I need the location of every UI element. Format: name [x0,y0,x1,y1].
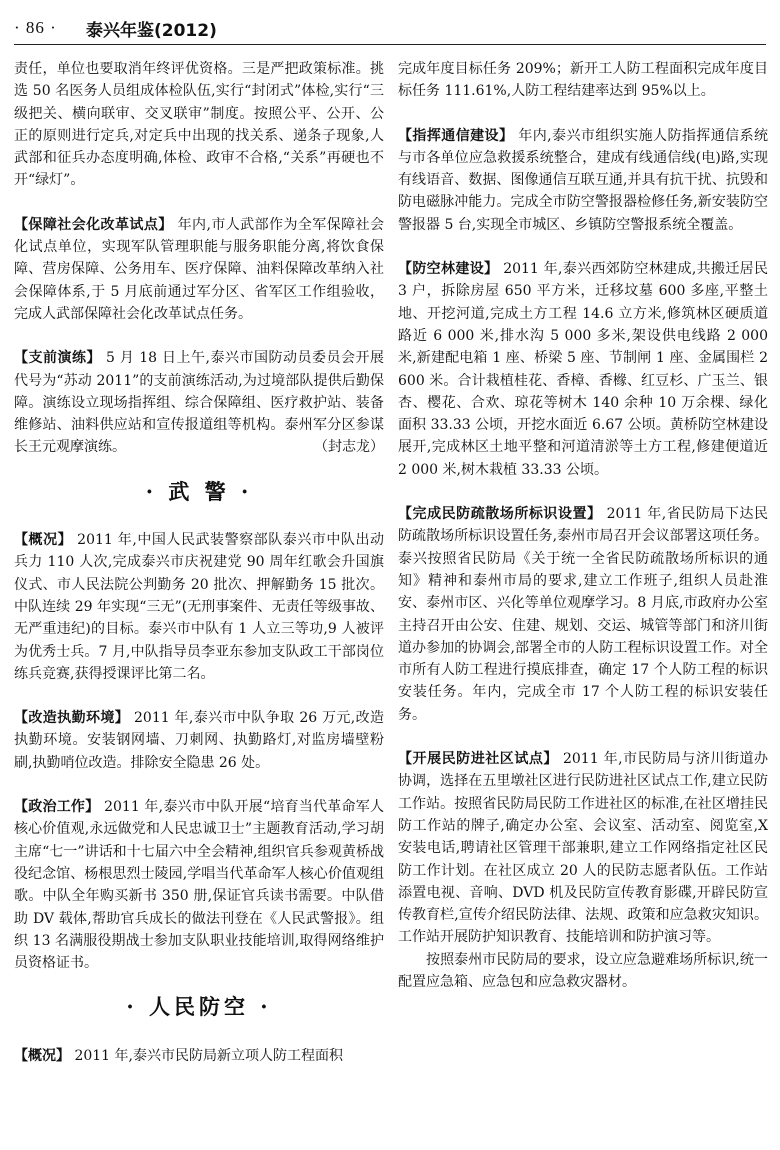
paragraph [398,503,768,726]
paragraph [14,58,384,192]
paragraph [398,258,768,481]
author-signature: （封志龙） [314,439,384,456]
paragraph-text: 5 月 18 日上午,泰兴市国防动员委员会开展代号为“苏动 2011”的支前演练活动,为过境部队提供后勤保障。演练设立现场指挥组、综合保障组、医疗救护站、装备维修站、油料供应站和宣传报道组等机构。泰州军分区参谋长王元观摩演练。 [14,350,385,456]
header-rule [14,44,766,45]
paragraph-text: 2011 年,泰兴市中队争取 26 万元,改造执勤环境。安装钢网墙、刀刺网、执勤路灯,对监房墙壁粉刷,执勤哨位改造。排除安全隐患 26 处。 [14,710,385,771]
page-header [0,0,780,46]
paragraph [398,125,768,236]
paragraph-text: 年内,市人武部作为全军保障社会化试点单位，实现军队管理职能与服务职能分离,将饮食保障、营房保障、公务用车、医疗保障、油料保障改革纳入社会保障体系,于 5 月底前通过军分区、省军区工作组验收，完成人武部保障社会化改革试点任务。 [14,216,385,322]
paragraph [398,949,768,994]
paragraph-text: 按照泰州市民防局的要求，设立应急避难场所标识,统一配置应急箱、应急包和应急救灾器材。 [398,951,768,990]
entry-heading: 【改造执勤环境】 [14,710,130,727]
entry-heading: 【政治工作】 [14,799,100,816]
entry-heading: 【完成民防疏散场所标识设置】 [398,506,602,523]
paragraph-text: 2011 年,泰兴市中队开展“培育当代革命军人核心价值观,永远做党和人民忠诚卫士”主题教育活动,学习胡主席“七一”讲话和十七届六中全会精神,组织官兵参观黄桥战役纪念馆、杨根思烈士陵园,学唱当代革命军人核心价值观组歌。中队全年购买新书 350 册,保证官兵读书需要。中队借助 DV 载体,帮助官兵成长的做法刊登在《人民武警报》。组织 13 名满服役期战士参加支队职业技能培训,取得网络维护员资格证书。 [14,799,384,972]
right-column [398,58,768,993]
paragraph [398,58,768,103]
paragraph-text: 2011 年,中国人民武装警察部队泰兴市中队出动兵力 110 人次,完成泰兴市庆祝建党 90 周年红歌会升国旗仪式、市人民法院公判勤务 20 批次、押解勤务 15 批次。中队连续 29 年实现“三无”(无刑事案件、无责任等级事故、无严重违纪)的目标。泰兴市中队有 1 人立三等功,9 人被评为优秀士兵。7 月,中队指导员李亚东参加支队政工干部岗位练兵竞赛,获得授课评比第二名。 [14,532,385,682]
paragraph [14,707,384,774]
entry-heading: 【支前演练】 [14,350,102,367]
paragraph-text: 年内,泰兴市组织实施人防指挥通信系统与市各单位应急救援系统整合，建成有线通信线(电)路,实现有线语音、数据、图像通信互联互通,并具有抗干扰、抗毁和防电磁脉冲能力。完成全市防空警报器检修任务,新安装防空警报器 5 台,实现全市城区、乡镇防空警报系统全覆盖。 [398,127,769,233]
paragraph-text: 完成年度目标任务 209%；新开工人防工程面积完成年度目标任务 111.61%,人防工程结建率达到 95%以上。 [398,61,768,100]
paragraph-text: 2011 年,泰兴西郊防空林建成,共搬迁居民 3 户，拆除房屋 650 平方米，迁移坟墓 600 多座,平整土地、开挖河道,完成土方工程 14.6 立方米,修筑林区硬质道路近 6 000 米,排水沟 5 000 多米,架设供电线路 2 000 米,新建配电箱 1 座、桥梁 5 座、节制闸 1 座、金属围栏 2 600 米。合计栽植桂花、香樟、香橼、红豆杉、广玉兰、银杏、樱花、合欢、琼花等树木 140 余种 10 万余棵、绿化面积 33.33 公顷，开挖水面近 6.67 公顷。黄桥防空林建设展开,完成林区土地平整和河道清淤等土方工程,修建便道近 2 000 米,树木栽植 33.33 公顷。 [398,261,769,478]
entry-heading: 【防空林建设】 [398,261,499,278]
entry-heading: 【概况】 [14,532,73,549]
paragraph-text: 2011 年,省民防局下达民防疏散场所标识设置任务,泰州市局召开会议部署这项任务。泰兴按照省民防局《关于统一全省民防疏散场所标识的通知》精神和泰州市局的要求,建立工作班子,组织人员赴淮安、泰州市区、兴化等单位观摩学习。8 月底,市政府办公室主持召开由公安、住建、规划、交运、城管等部门和济川街道办参加的协调会,部署全市的人防工程标识设置工作。对全市所有人防工程进行摸底排查，确定 17 个人防工程的标识安装任务。年内，完成全市 17 个人防工程的标识安装任务。 [398,506,769,723]
paragraph [14,214,384,325]
book-title: 泰兴年鉴(2012) [86,21,217,41]
entry-heading: 【保障社会化改革试点】 [14,216,173,233]
paragraph-text: 责任，单位也要取消年终评优资格。三是严把政策标准。挑选 50 名医务人员组成体检队伍,实行“封闭式”体检,实行“三级把关、横向联审、交叉联审”制度。按照公平、公开、公正的原则进行定兵,对定兵中出现的找关系、递条子现象,人武部和征兵办态度明确,体检、政审不合格,“关系”再硬也不开“绿灯”。 [14,61,384,189]
entry-heading: 【概况】 [14,1047,70,1064]
paragraph [14,1045,384,1067]
paragraph-text: 2011 年,泰兴市民防局新立项人防工程面积 [74,1047,343,1064]
entry-heading: 【指挥通信建设】 [398,127,514,144]
paragraph-text: 2011 年,市民防局与济川街道办协调，选择在五里墩社区进行民防进社区试点工作,建立民防工作站。按照省民防局民防工作进社区的标准,在社区增挂民防工作站的牌子,确定办公室、会议室、活动室、阅览室,X 安装电话,聘请社区管理干部兼职,建立工作网络指定社区民防工作计划。在社区成立 20 人的民防志愿者队伍。工作站添置电视、音响、DVD 机及民防宣传教育影碟,开辟民防宣传教育栏,宣传介绍民防法律、法规、政策和应急救灾知识。工作站开展防护知识教育、技能培训和防护演习等。 [398,751,769,946]
paragraph [14,347,384,458]
left-column [14,58,384,1067]
section-title-wujing: · 武 警 · [145,478,253,504]
paragraph [14,529,384,685]
entry-heading: 【开展民防进社区试点】 [398,751,558,768]
page-number: · 86 · [14,18,57,37]
section-title-renfang: · 人民防空 · [126,994,272,1020]
paragraph [14,796,384,974]
paragraph [398,748,768,949]
